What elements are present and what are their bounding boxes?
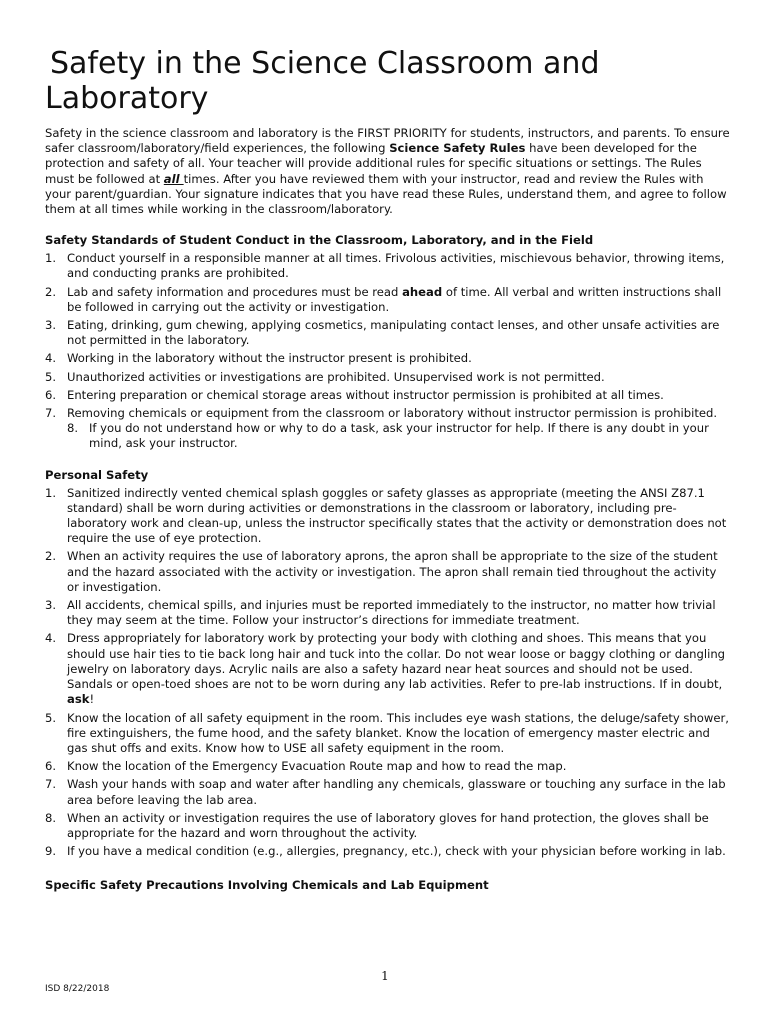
intro-paragraph [45,126,730,217]
item-number: 9. [45,844,57,859]
item-number: 2. [45,549,57,564]
list-item [45,598,730,628]
item-text: When an activity or investigation requires the use of laboratory gloves for hand protection, the gloves shall be appropriate for the hazard and worn throughout the activity. [67,810,709,840]
item-number: 5. [45,369,57,384]
list-item [45,421,730,451]
item-text: If you have a medical condition (e.g., allergies, pregnancy, etc.), check with your physician before working in lab. [67,844,726,859]
list-item [45,318,730,348]
item-number: 1. [45,485,57,500]
item-text: Lab and safety information and procedures must be read [67,284,403,299]
intro-bold-all: all [163,171,184,186]
item-bold-text: ahead [402,284,443,299]
intro-text-3: times. After you have reviewed them with your instructor, read and review the Rules with your parent/guardian. Your signature indicates that you have read these Rules, understand them, and agree to follow them at all times while working in the classroom/laboratory. [45,171,727,217]
item-text: Know the location of all safety equipment in the room. This includes eye wash stations, the deluge/safety shower, fire extinguishers, the fume hood, and the safety blanket. Know the location of emergency master electric and gas shut offs and exits. Know how to USE all safety equipment in the room. [67,710,729,755]
item-number: 6. [45,759,57,774]
item-number: 3. [45,318,57,333]
item-text: Working in the laboratory without the instructor present is prohibited. [67,351,472,366]
item-number: 5. [45,710,57,725]
list-item [45,388,730,403]
list-item [45,549,730,595]
conduct-list [45,251,730,451]
item-text: Wash your hands with soap and water after handling any chemicals, glassware or touching any surface in the lab area before leaving the lab area. [67,777,726,807]
list-item [45,759,730,774]
list-item [45,351,730,366]
item-text: Conduct yourself in a responsible manner at all times. Frivolous activities, mischievous behavior, throwing items, and conducting pranks are prohibited. [67,251,725,281]
item-text: Removing chemicals or equipment from the classroom or laboratory without instructor permission is prohibited. [67,406,718,421]
section-heading-personal-safety: Personal Safety [45,467,149,482]
item-text: Eating, drinking, gum chewing, applying cosmetics, manipulating contact lenses, and other unsafe activities are not permitted in the laboratory. [67,318,720,348]
item-number: 4. [45,351,57,366]
section-heading-chemicals: Specific Safety Precautions Involving Chemicals and Lab Equipment [45,878,489,893]
intro-text-1: Safety in the science classroom and laboratory is the FIRST PRIORITY for students, instructors, and parents. To ensure safer classroom/laboratory/field experiences, the following [45,126,730,156]
item-text: All accidents, chemical spills, and injuries must be reported immediately to the instructor, no matter how trivial they may seem at the time. Follow your instructor’s directions for immediate treatment. [67,598,716,628]
list-item [45,811,730,841]
item-number: 7. [45,406,57,421]
page-number: 1 [381,969,389,983]
list-item [45,777,730,807]
item-text: Know the location of the Emergency Evacuation Route map and how to read the map. [67,759,567,774]
item-text: Unauthorized activities or investigations are prohibited. Unsupervised work is not permitted. [67,369,605,384]
intro-bold-rules: Science Safety Rules [389,141,526,156]
item-text: Entering preparation or chemical storage areas without instructor permission is prohibited at all times. [67,387,664,402]
item-text: Dress appropriately for laboratory work by protecting your body with clothing and shoes. This means that you should use hair ties to tie back long hair and tuck into the collar. Do not wear loose or baggy clothing or dangling jewelry on laboratory days. Acrylic nails are also a safety hazard near heat sources and should not be used. Sandals or open-toed shoes are not to be worn during any lab activities. Refer to pre-lab instructions. If in doubt, [67,631,726,692]
list-item [45,406,730,421]
item-number: 4. [45,631,57,646]
intro-text-2: have been developed for the protection and safety of all. Your teacher will provide additional rules for specific situations or settings. The Rules must be followed at [45,141,702,186]
personal-safety-list [45,486,730,860]
page-title [45,46,730,116]
list-item [45,251,730,281]
list-item [45,631,730,707]
list-item [45,711,730,757]
section-heading-conduct: Safety Standards of Student Conduct in the Classroom, Laboratory, and in the Field [45,233,594,248]
item-text: When an activity requires the use of laboratory aprons, the apron shall be appropriate to the size of the student and the hazard associated with the activity or investigation. The apron shall remain tied throughout the activity or investigation. [67,549,718,594]
list-item [45,486,730,547]
item-text: ! [89,692,95,707]
item-number: 7. [45,777,57,792]
item-number: 8. [67,421,79,436]
title-line-2: Laboratory [45,81,209,116]
item-bold-text: ask [67,692,90,707]
list-item [45,370,730,385]
item-number: 1. [45,251,57,266]
item-number: 3. [45,598,57,613]
list-item [45,844,730,859]
item-number: 6. [45,387,57,402]
document-page [45,46,730,896]
item-text: If you do not understand how or why to do a task, ask your instructor for help. If there is any doubt in your mind, ask your instructor. [89,421,709,451]
item-number: 2. [45,284,57,299]
title-line-1: Safety in the Science Classroom and [50,46,600,81]
item-text: of time. All verbal and written instructions shall be followed in carrying out the activity or investigation. [67,284,722,314]
list-item [45,285,730,315]
item-text: Sanitized indirectly vented chemical splash goggles or safety glasses as appropriate (meeting the ANSI Z87.1 standard) shall be worn during activities or demonstrations in the classroom or laboratory, including pre-laboratory work and clean-up, unless the instructor specifically states that the activity or demonstration does not require the use of eye protection. [67,485,727,546]
item-number: 8. [45,810,57,825]
footer-date: ISD 8/22/2018 [45,984,110,994]
